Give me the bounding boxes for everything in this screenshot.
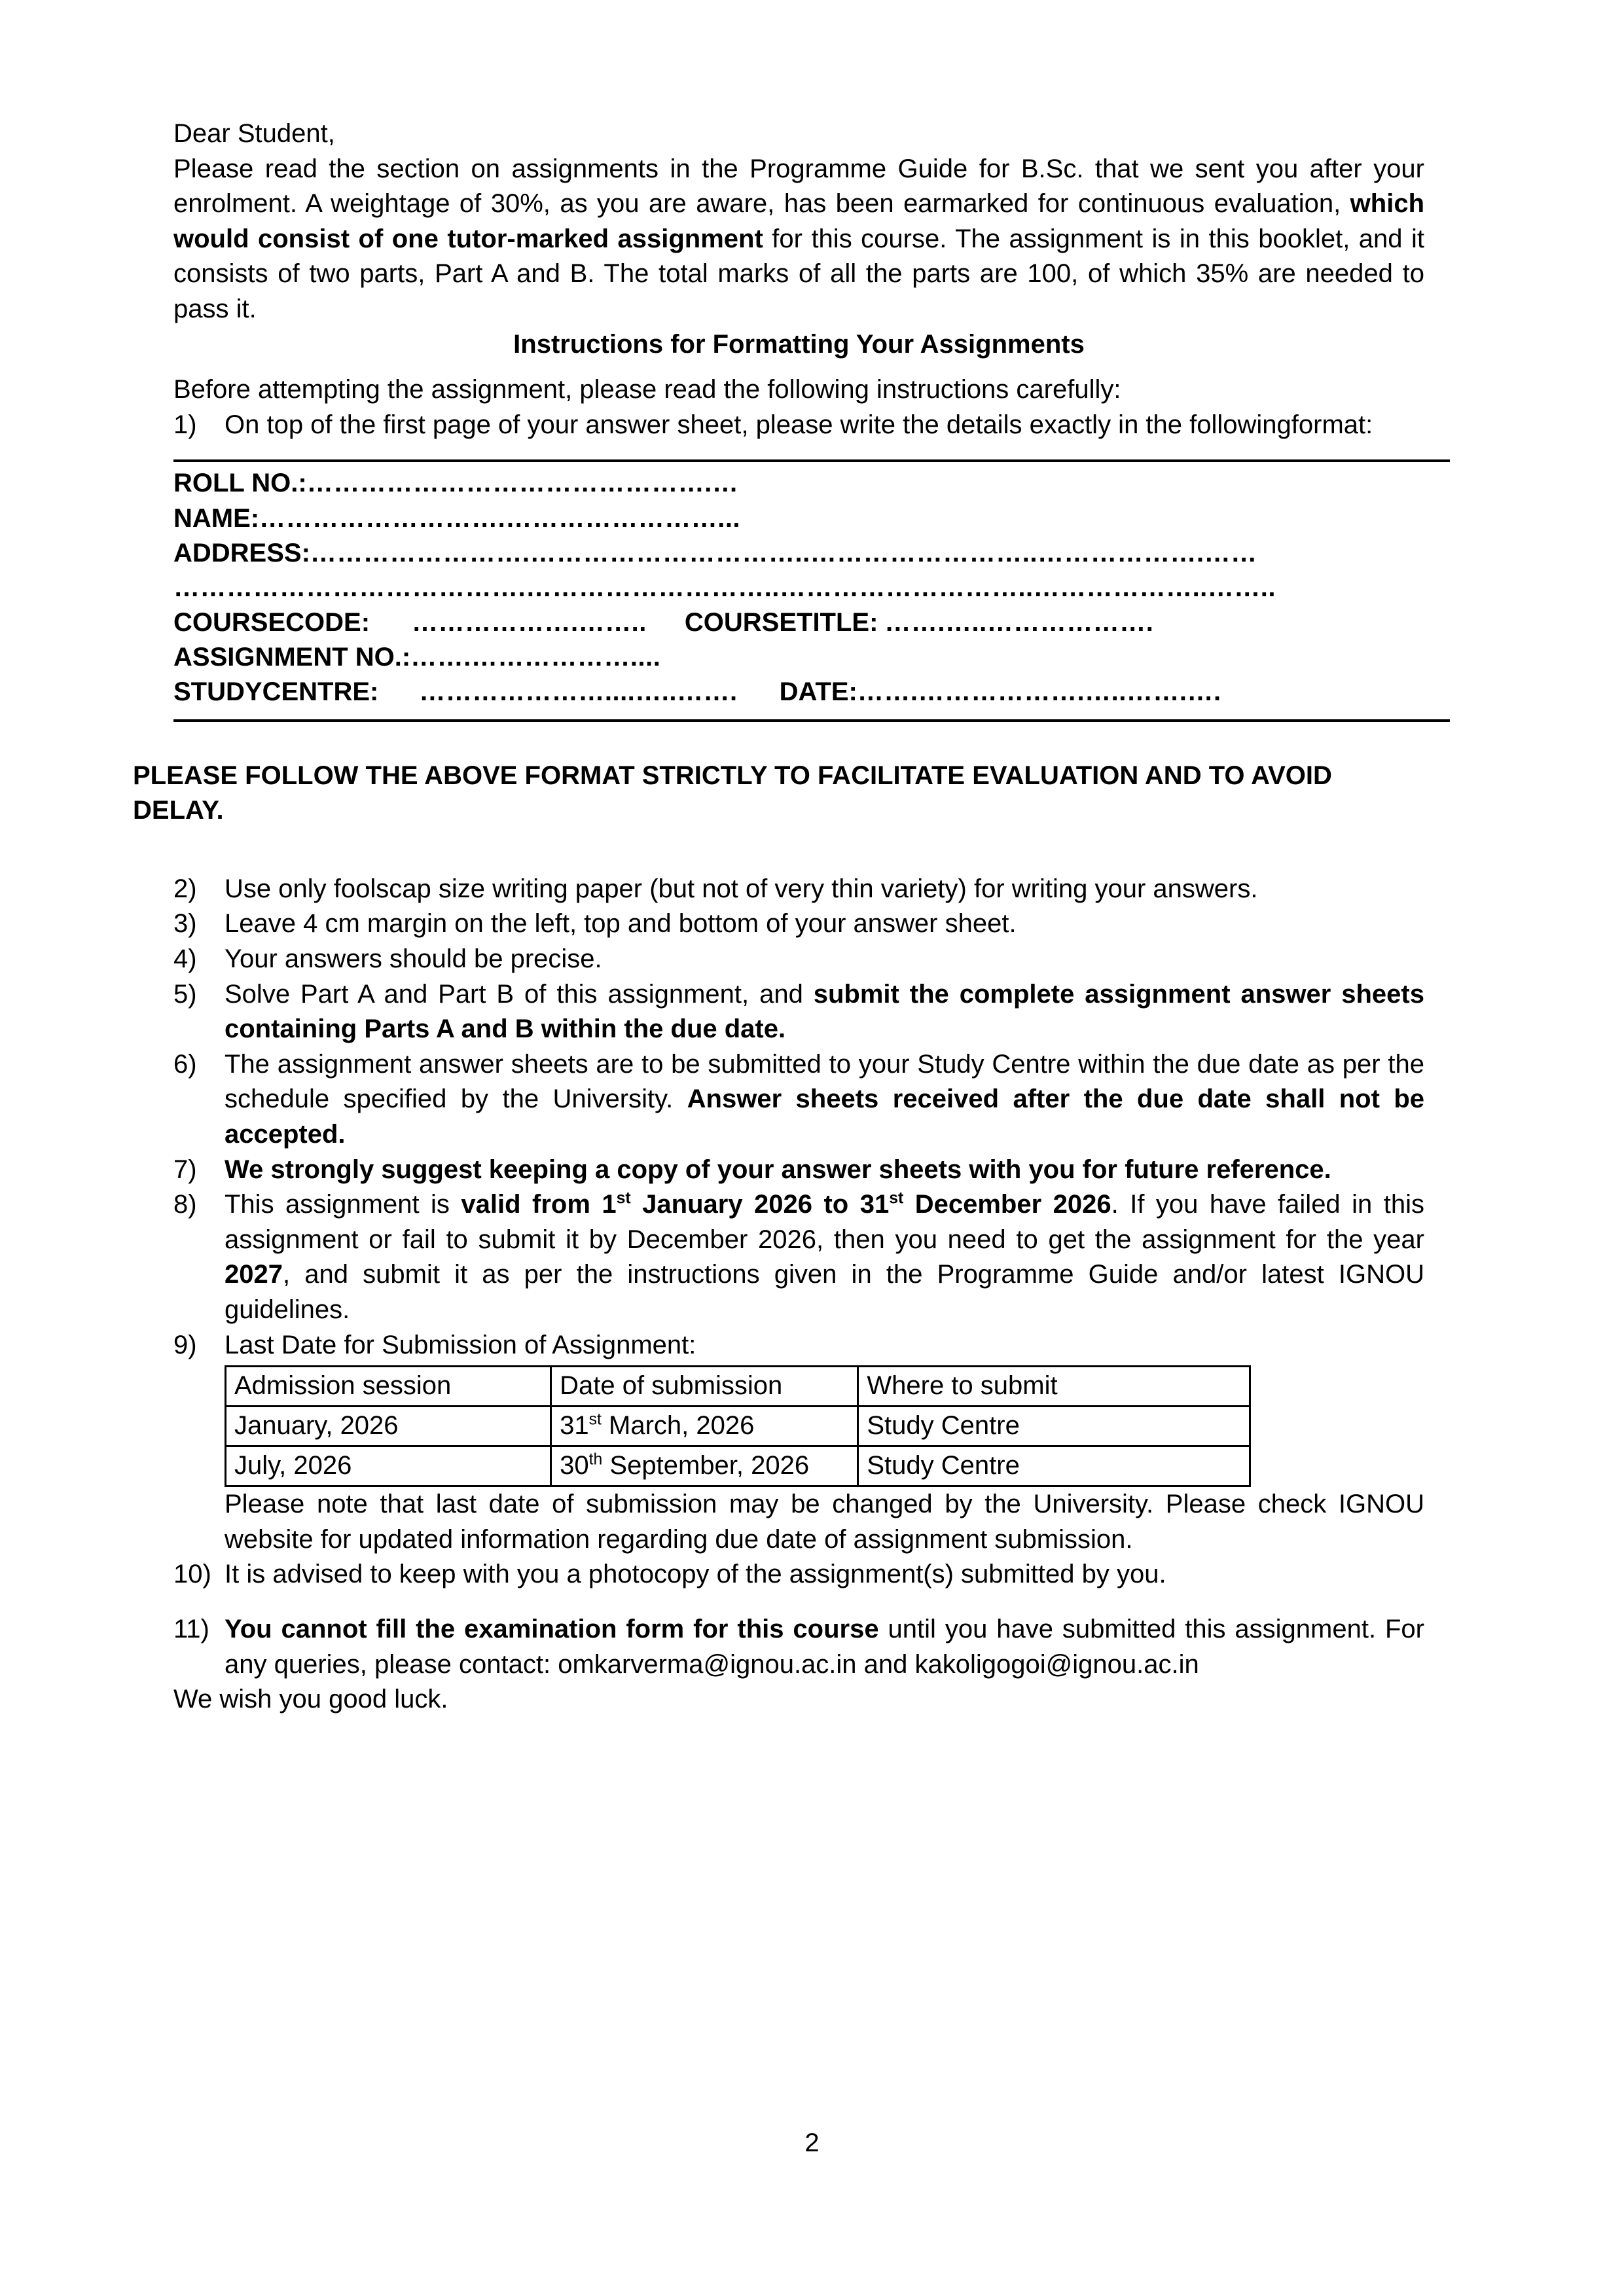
item8-valid-from: valid from 1 — [461, 1190, 617, 1219]
page-number: 2 — [804, 2128, 820, 2157]
assignment-no-label: ASSIGNMENT NO.: — [173, 643, 411, 672]
list-marker: 8) — [173, 1190, 197, 1219]
item5-text: Solve Part A and Part B of this assignment, and — [225, 979, 814, 1009]
list-item — [173, 1153, 1424, 1188]
list-item-text: It is advised to keep with you a photocopy of the assignment(s) submitted by you. — [225, 1560, 1166, 1589]
before-attempting-line: Before attempting the assignment, please read the following instructions carefully: — [173, 375, 1121, 404]
formatting-instructions-heading: Instructions for Formatting Your Assignments — [513, 329, 1085, 359]
intro-bold-phrase: which would consist of one tutor-marked assignment — [173, 189, 1424, 253]
date-field[interactable]: …….……………….…..…….…. — [857, 677, 1221, 707]
item7-bold: We strongly suggest keeping a copy of your answer sheets with you for future reference. — [225, 1155, 1331, 1184]
instructions-list-part2 — [173, 872, 1424, 1682]
item8-validity — [461, 1190, 1111, 1219]
list-item-text — [225, 977, 1424, 1047]
roll-no-row — [173, 466, 1424, 501]
item11-text2: and — [856, 1649, 915, 1679]
detail-block-top-rule — [173, 459, 1450, 462]
list-item — [173, 408, 1424, 443]
list-item-text: Leave 4 cm margin on the left, top and bottom of your answer sheet. — [225, 909, 1017, 939]
studycentre-label: STUDYCENTRE: — [173, 677, 379, 707]
address-field-line1[interactable]: …………………….…………………………..……………………..……………….…… — [310, 538, 1257, 567]
list-marker: 3) — [173, 909, 197, 939]
detail-block-bottom-rule — [173, 719, 1450, 722]
cell-where: Study Centre — [858, 1446, 1250, 1486]
item9-note: Please note that last date of submission may be changed by the University. Please check IGNOU website for updated information regarding due date of assignment submission. — [225, 1490, 1424, 1554]
table-row — [226, 1446, 1250, 1486]
intro-paragraph — [173, 152, 1424, 327]
list-item — [173, 1187, 1424, 1327]
list-marker: 4) — [173, 944, 197, 974]
list-item-text: On top of the first page of your answer sheet, please write the details exactly in the followingformat: — [225, 410, 1373, 439]
item8-valid-end: December 2026 — [903, 1190, 1111, 1219]
list-item-text: Your answers should be precise. — [225, 944, 602, 974]
studycentre-date-row — [173, 675, 1424, 709]
page-content — [133, 117, 1425, 1717]
cell-date-rest: March, 2026 — [601, 1411, 755, 1441]
item6-text: The assignment answer sheets are to be submitted to your Study Centre within the due date as per the schedule specified by the University. — [225, 1049, 1424, 1114]
list-marker: 10) — [173, 1560, 211, 1589]
column-header-session: Admission session — [226, 1367, 551, 1407]
table-header-row — [226, 1367, 1250, 1407]
list-item — [173, 1557, 1424, 1592]
address-row-line2 — [173, 571, 1424, 605]
list-item — [173, 1328, 1424, 1558]
coursetitle-field[interactable]: …….…..………………. — [884, 608, 1154, 637]
list-marker: 2) — [173, 874, 197, 903]
cell-session: January, 2026 — [226, 1407, 551, 1446]
list-item-text — [225, 1328, 1424, 1558]
list-item-text: Use only foolscap size writing paper (but not of very thin variety) for writing your answers. — [225, 874, 1258, 903]
list-marker: 1) — [173, 410, 197, 439]
item8-year: 2027 — [225, 1260, 283, 1289]
item8-text1: This assignment is — [225, 1190, 461, 1219]
answer-sheet-detail-form — [173, 466, 1424, 709]
column-header-date: Date of submission — [551, 1367, 858, 1407]
item8-sup-st2: st — [889, 1189, 904, 1208]
item6-bold: Answer sheets received after the due date shall not be accepted. — [225, 1085, 1425, 1149]
assignment-no-field[interactable]: …….……………….... — [410, 643, 661, 672]
name-row — [173, 501, 1424, 536]
closing-line: We wish you good luck. — [173, 1685, 448, 1714]
item8-valid-mid: January 2026 to 31 — [630, 1190, 890, 1219]
list-marker: 9) — [173, 1330, 197, 1359]
name-field[interactable]: ……………………….……………………... — [259, 503, 741, 533]
item8-text3: , and submit it as per the instructions given in the Programme Guide and/or latest IGNOU guidelines. — [225, 1260, 1424, 1324]
item11-text1: until you have submitted this assignment. For any queries, please contact: — [225, 1614, 1424, 1679]
studycentre-field[interactable]: …………………....…..……. — [419, 677, 738, 707]
item5-bold: submit the complete assignment answer sheets containing Parts A and B within the due date. — [225, 979, 1424, 1044]
list-item — [173, 942, 1424, 977]
list-item-text — [225, 1612, 1424, 1682]
column-header-where: Where to submit — [858, 1367, 1250, 1407]
address-field-line2[interactable]: ………………………………….………………………..………………………..………………..…….. — [173, 573, 1276, 602]
coursecode-coursetitle-row — [173, 605, 1424, 640]
table-row — [226, 1407, 1250, 1446]
coursecode-label: COURSECODE: — [173, 608, 370, 637]
item8-text2: . If you have failed in this assignment or fail to submit it by December 2026, then you need to get the assignment for the year — [225, 1190, 1424, 1254]
cell-date-rest: September, 2026 — [602, 1451, 810, 1480]
list-item — [173, 872, 1424, 907]
list-marker: 7) — [173, 1155, 197, 1184]
cell-date-day: 30 — [560, 1451, 589, 1480]
list-item — [173, 906, 1424, 942]
roll-no-field[interactable]: ……………………………………….… — [306, 469, 739, 498]
coursetitle-label: COURSETITLE: — [684, 608, 878, 637]
cell-session: July, 2026 — [226, 1446, 551, 1486]
item8-sup-st: st — [616, 1189, 631, 1208]
contact-email-secondary[interactable]: kakoligogoi@ignou.ac.in — [914, 1649, 1199, 1679]
cell-date-day: 31 — [560, 1411, 589, 1441]
address-row-line1 — [173, 536, 1424, 571]
address-label: ADDRESS: — [173, 538, 310, 567]
list-marker: 5) — [173, 979, 197, 1009]
item9-heading: Last Date for Submission of Assignment: — [225, 1330, 696, 1359]
item11-bold: You cannot fill the examination form for this course — [225, 1614, 879, 1643]
instructions-list-part1 — [173, 408, 1424, 443]
list-item — [173, 1047, 1424, 1153]
spacer-before-item11 — [173, 1592, 1424, 1612]
spacer-after-notice — [173, 829, 1424, 872]
cell-date-ordinal: th — [588, 1450, 603, 1469]
list-item-text — [225, 1047, 1424, 1153]
list-marker: 6) — [173, 1049, 197, 1079]
roll-no-label: ROLL NO.: — [173, 469, 307, 498]
cell-date — [551, 1446, 858, 1486]
date-label: DATE: — [779, 677, 857, 707]
cell-date — [551, 1407, 858, 1446]
salutation: Dear Student, — [173, 119, 335, 148]
cell-where: Study Centre — [858, 1407, 1250, 1446]
name-label: NAME: — [173, 503, 260, 533]
intro-text-part2: for this course. The assignment is in this booklet, and it consists of two parts, Part A and B. The total marks of all the parts are 100, of which 35% are needed to pass it. — [173, 224, 1425, 323]
assignment-no-row — [173, 640, 1424, 675]
list-item-text — [225, 1187, 1424, 1327]
list-item-text — [225, 1153, 1424, 1188]
list-item — [173, 977, 1424, 1047]
contact-email-primary[interactable]: omkarverma@ignou.ac.in — [558, 1649, 857, 1679]
intro-text-part1: Please read the section on assignments in the Programme Guide for B.Sc. that we sent you after your enrolment. A weightage of 30%, as you are aware, has been earmarked for continuous evaluation, — [173, 154, 1424, 219]
submission-dates-table — [225, 1365, 1251, 1487]
follow-format-notice: PLEASE FOLLOW THE ABOVE FORMAT STRICTLY TO FACILITATE EVALUATION AND TO AVOID DELAY. — [133, 761, 1332, 825]
cell-date-ordinal: st — [588, 1410, 602, 1429]
list-marker: 11) — [173, 1614, 209, 1643]
coursecode-field[interactable]: ……………….…….. — [412, 608, 647, 637]
list-item — [173, 1612, 1424, 1682]
